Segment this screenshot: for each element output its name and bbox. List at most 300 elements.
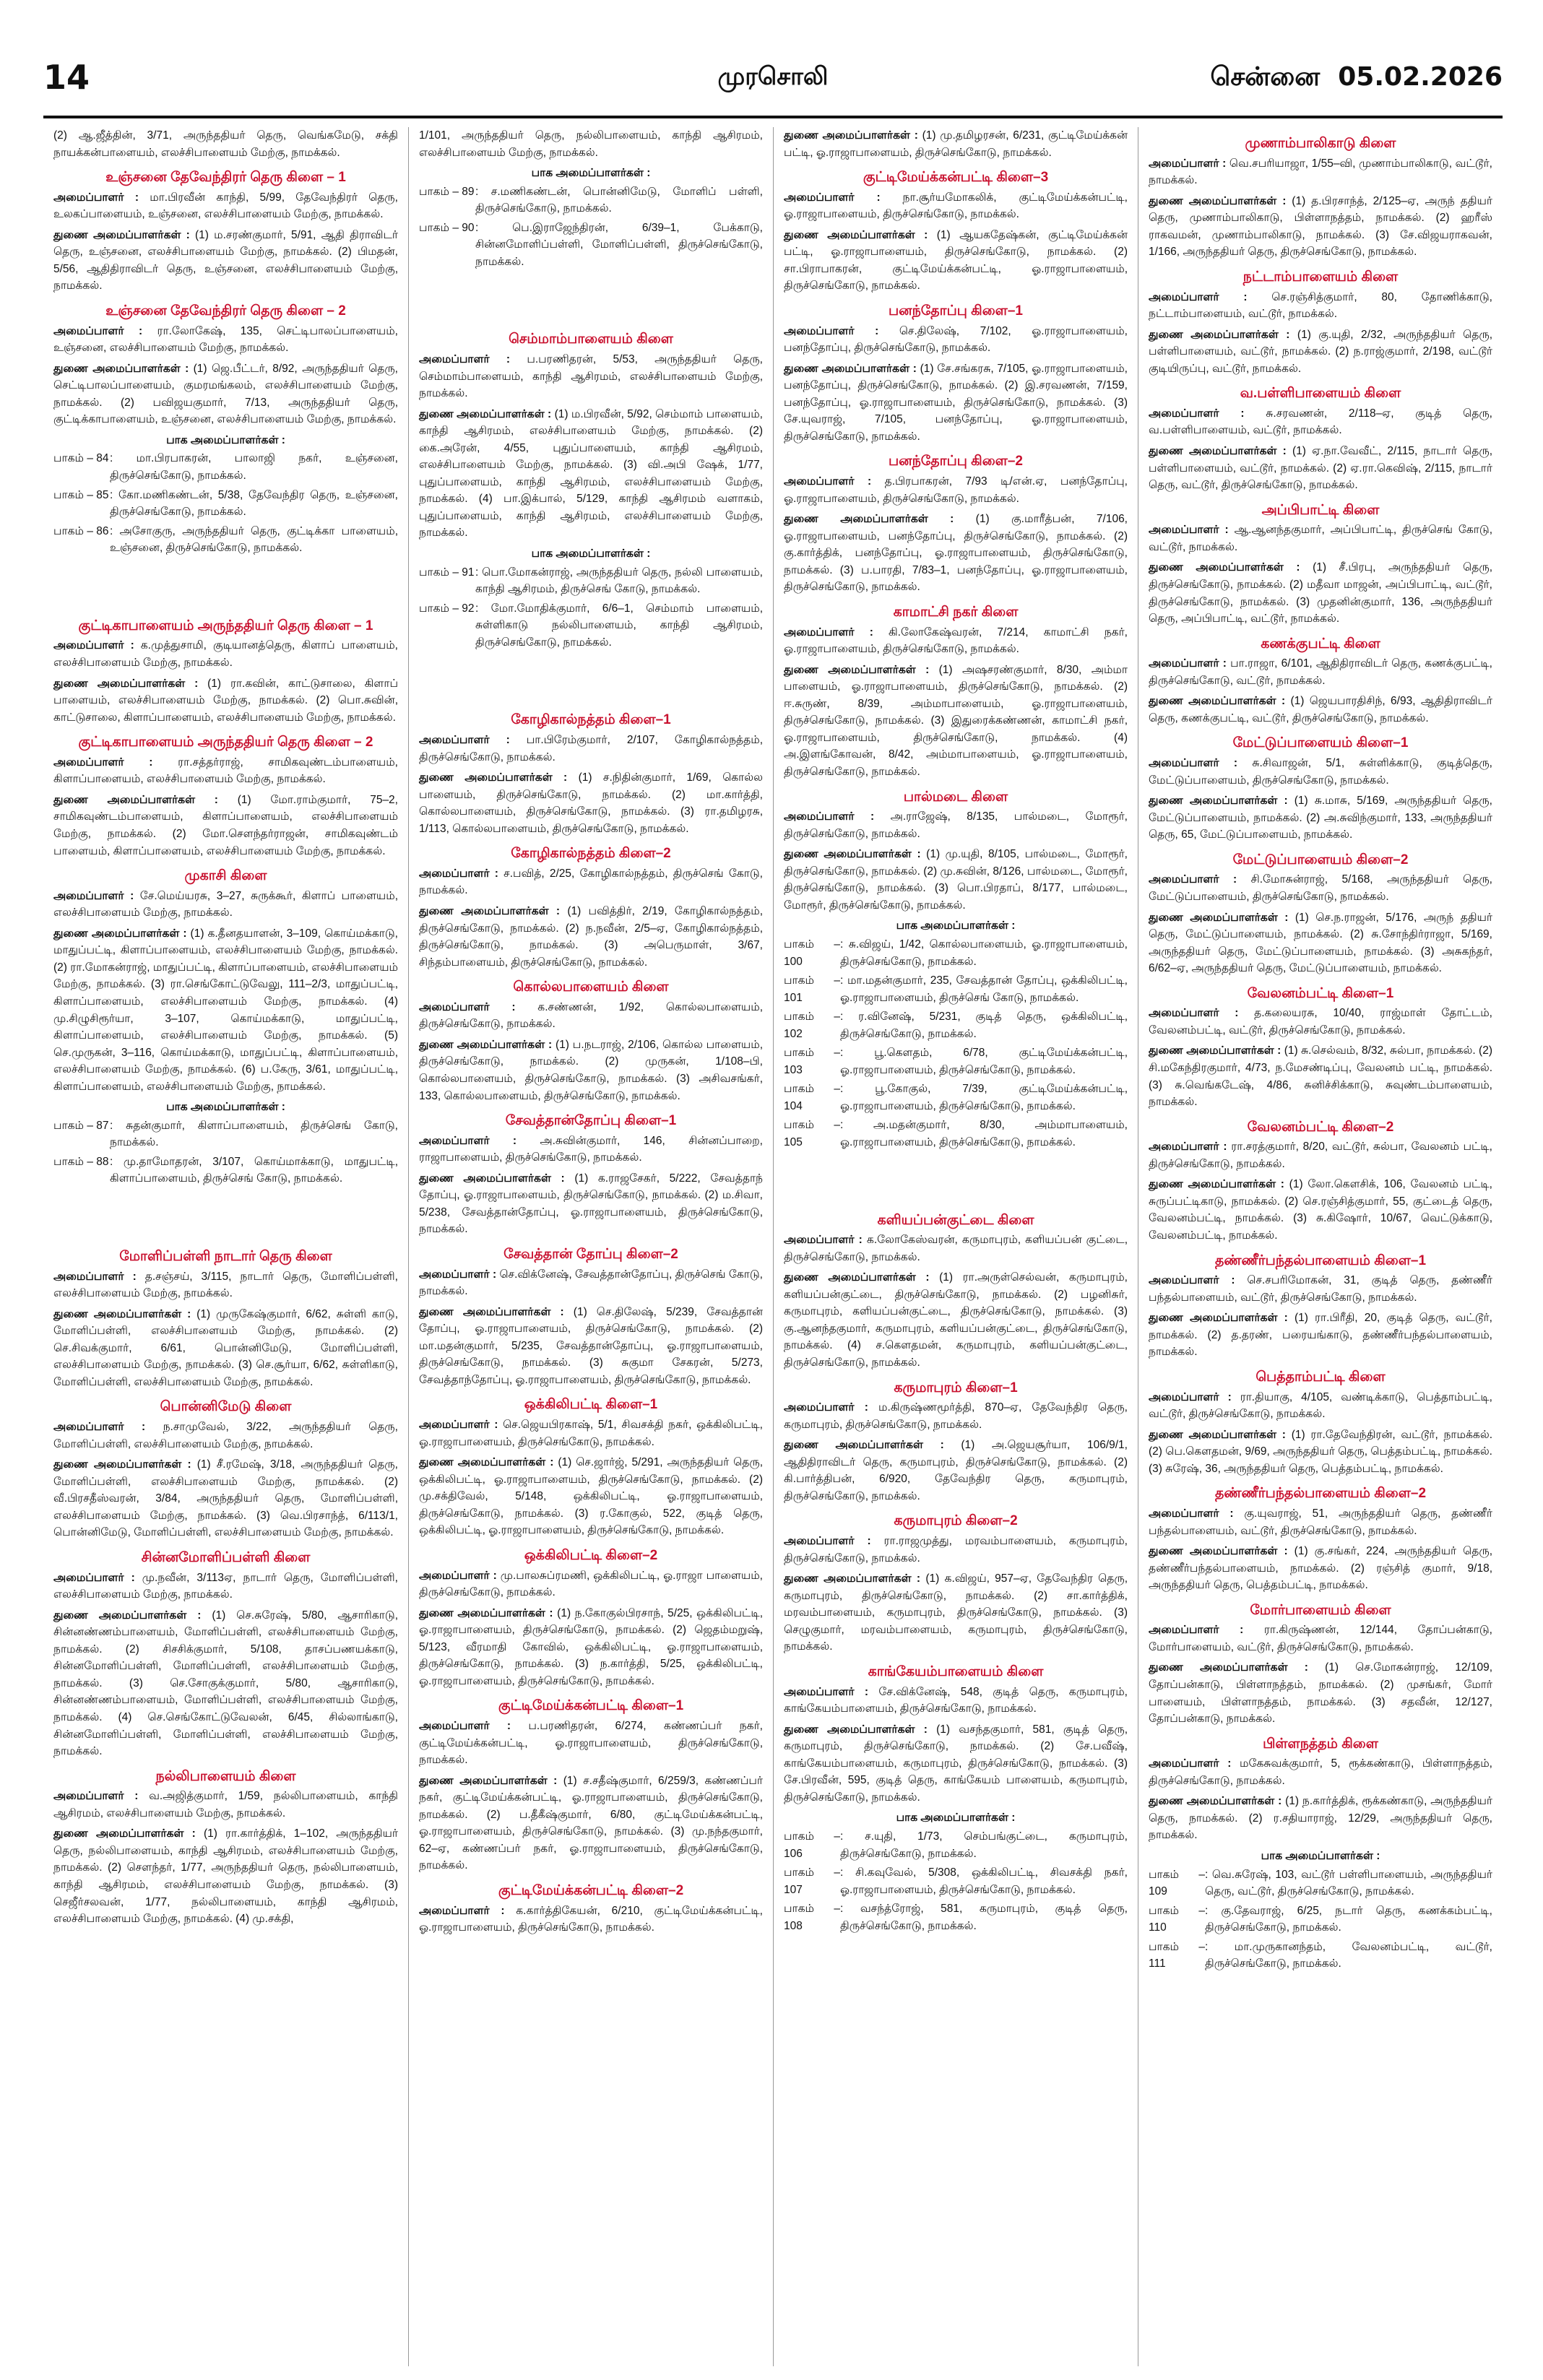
- deputy-entry: [784, 1437, 1128, 1505]
- part-organizer: : மா.முருகானந்தம், வேலனம்பட்டி, வட்டூர், திருச்செங்கோடு, நாமக்கல்.: [1205, 1940, 1492, 1970]
- deputy-entry: [419, 1454, 763, 1539]
- part-row: [784, 1008, 1128, 1042]
- deputy-entry: [1149, 443, 1492, 494]
- secretary-entry: [53, 888, 398, 922]
- part-row: [53, 487, 398, 521]
- secretary-label: அமைப்பாளர் :: [53, 639, 141, 652]
- entry-text: ஆ.ஆனந்தகுமார், அப்பிபாட்டி, திருச்செங் கோடு, வட்டூர், நாமக்கல்.: [1149, 524, 1492, 553]
- part-number: பாகம் – 100: [784, 938, 840, 968]
- secretary-entry: [1149, 1138, 1492, 1172]
- part-number: பாகம் – 92: [419, 602, 475, 615]
- entry-text: க.முத்துசாமி, குடியானத்தெரு, கிளாப் பாளையம், எலச்சிபாளையம் மேற்கு, நாமக்கல்.: [53, 639, 398, 669]
- secretary-entry: [1149, 1755, 1492, 1789]
- part-organizer: : சுதன்குமார், கிளாப்பாளையம், திருச்செங் கோடு, நாமக்கல்.: [110, 1119, 398, 1149]
- part-row: [1149, 1866, 1492, 1900]
- part-row: [419, 600, 763, 652]
- branch-heading: கருமாபுரம் கிளை–2: [894, 1513, 1018, 1529]
- masthead: [43, 0, 1503, 108]
- entry-text: (1) மு.தமிழரசன், 6/231, குட்டிமேய்க்கன் பட்டி, ஓ.ராஜாபாளையம், திருச்செங்கோடு, நாமக்கல்.: [784, 129, 1128, 159]
- deputy-entry: [53, 675, 398, 727]
- entry-text: (1) செ.மோகன்ராஜ், 12/109, தோப்பன்காடு, பிள்ளாநத்தம், நாமக்கல். (2) முசங்கர், மோர் பாளையம், பிள்ளாநத்தம், நாமக்கல். (3) சதவீன், 12/127, தோப்பன்காடு, நாமக்கல்.: [1149, 1661, 1492, 1726]
- branch-heading: குட்டிகாபாளையம் அருந்ததியர் தெரு கிளை – 2: [78, 735, 373, 750]
- deputy-label: துணை அமைப்பாளர்கள் :: [784, 1439, 961, 1452]
- spacer: [419, 272, 763, 323]
- branch-heading: அப்பிபாட்டி கிளை: [1261, 502, 1380, 518]
- part-organizer: : அசோகுரு, அருந்ததியர் தெரு, குட்டிக்கா பாளையம், உஞ்சனை, திருச்செங்கோடு, நாமக்கல்.: [110, 524, 398, 555]
- deputy-entry: [784, 1721, 1128, 1806]
- header-rule: [43, 116, 1503, 118]
- entry-text: (1) ரா.பிரீதி, 20, குடித் தெரு, வட்டூர், நாமக்கல். (2) த.தரண், பரையங்காடு, தண்ணீர்பந்தல்பாளையம், நாமக்கல்.: [1149, 1312, 1492, 1359]
- deputy-label: துணை அமைப்பாளர்கள் :: [53, 1307, 197, 1320]
- secretary-entry: [1149, 1272, 1492, 1306]
- city: சென்னை: [1210, 62, 1321, 92]
- secretary-entry: [784, 808, 1128, 842]
- secretary-entry: [784, 189, 1128, 223]
- entry-text: சே.மெய்யரசு, 3–27, சுருக்கூர், கிளாப் பாளையம், எலச்சிபாளையம் மேற்கு, நாமக்கல்.: [53, 889, 398, 919]
- part-number: பாகம் – 107: [784, 1866, 840, 1896]
- secretary-label: அமைப்பாளர் :: [419, 1134, 540, 1147]
- entry-text: (1) மு.யுதி, 8/105, பால்மடை, மோரூர், திருச்செங்கோடு, நாமக்கல். (2) மு.சுவின், 8/126, பால்மடை, மோரூர், திருச்செங்கோடு, நாமக்கல். (3) பொ.பிரதாப், 8/177, பால்மடை, மோரூர், திருச்செங்கோடு, நாமக்கல்.: [784, 848, 1128, 912]
- branch-heading: சின்னமோளிப்பள்ளி கிளை: [141, 1549, 311, 1565]
- deputy-label: துணை அமைப்பாளர்கள் :: [784, 362, 920, 375]
- deputy-label: துணை அமைப்பாளர்கள் :: [1149, 795, 1295, 808]
- entry-text: க.கார்த்திகேயன், 6/210, குட்டிமேய்க்கன்பட்டி, ஓ.ராஜாபாளையம், திருச்செங்கோடு, நாமக்கல்.: [419, 1904, 763, 1934]
- secretary-entry: [784, 473, 1128, 507]
- entry-text: (1) பவித்திர், 2/19, கோழிகால்நத்தம், திருச்செங்கோடு, நாமக்கல். (2) ந.நவீன், 2/5–ஏ, கோழிகால்நத்தம், திருச்செங்கோடு, நாமக்கல். (3) அபெருமாள், 3/67, சிந்தம்பாளையம், திருச்செங்கோடு, நாமக்கல்.: [419, 904, 763, 969]
- branch-heading: உஞ்சனை தேவேந்திரர் தெரு கிளை – 2: [105, 303, 346, 319]
- branch-heading: குட்டிமேய்க்கன்பட்டி கிளை–1: [498, 1698, 684, 1714]
- entry-text: (1) செ.ஜார்ஜ், 5/291, அருந்ததியர் தெரு, ஒக்கிலிபட்டி, ஓ.ராஜாபாளையம், திருச்செங்கோடு, நாமக்கல். (2) மு.சக்திவேல், 5/148, ஒக்கிலிபட்டி, ஓ.ராஜாபாளையம், திருச்செங்கோடு, நாமக்கல். (3) ர.கோகுல், 522, குடித் தெரு, ஒக்கிலிபட்டி, ஓ.ராஜாபாளையம், திருச்செங்கோடு, நாமக்கல்.: [419, 1456, 764, 1537]
- entry-text: (1) ஜெயபாரதிசிந், 6/93, ஆதிதிராவிடர் தெரு, கணக்குபட்டி, வட்டூர், திருச்செங்கோடு, நாமக்கல்.: [1149, 695, 1492, 724]
- entry-text: ந.சாமுவேல், 3/22, அருந்ததியர் தெரு, மோளிப்பள்ளி, எலச்சிபாளையம் மேற்கு, நாமக்கல்.: [53, 1421, 398, 1450]
- branch-heading: செம்மாம்பாளையம் கிளை: [509, 332, 673, 347]
- entry-text: த.கலையரசு, 10/40, ராஜ்மாள் தோட்டம், வேலனம்பட்டி, வட்டூர், திருச்செங்கோடு, நாமக்கல்.: [1149, 1007, 1492, 1037]
- secretary-entry: [1149, 871, 1492, 905]
- secretary-label: அமைப்பாளர் :: [53, 756, 178, 769]
- deputy-label: துணை அமைப்பாளர்கள் :: [1149, 695, 1291, 708]
- secretary-entry: [53, 1788, 398, 1822]
- secretary-label: அமைப்பாளர் :: [784, 191, 903, 204]
- deputy-entry: [1149, 1427, 1492, 1478]
- entry-text: க.லோகேஸ்வரன், கருமாபுரம், களியப்பன் குட்டை, திருச்செங்கோடு, நாமக்கல்.: [784, 1234, 1128, 1263]
- part-row: [419, 564, 763, 598]
- entry-text: சி.மோசுன்ராஜ், 5/168, அருந்ததியர் தெரு, மேட்டுப்பாளையம், திருச்செங்கோடு, நாமக்கல்.: [1149, 873, 1492, 903]
- columns-area: [43, 127, 1503, 2366]
- secretary-label: அமைப்பாளர் :: [784, 324, 899, 337]
- entry-text: வ.அஜித்குமார், 1/59, நல்லிபாளையம், காந்தி ஆசிரமம், எலச்சிபாளையம் மேற்கு, நாமக்கல்.: [53, 1790, 398, 1819]
- secretary-label: அமைப்பாளர் :: [1149, 290, 1272, 303]
- secretary-label: அமைப்பாளர் :: [1149, 1274, 1248, 1287]
- deputy-label: துணை அமைப்பாளர்கள் :: [784, 1723, 937, 1736]
- deputy-label: துணை அமைப்பாளர்கள் :: [53, 793, 238, 806]
- entry-text: ம.கிருஷ்ணமூர்த்தி, 870–ஏ, தேவேந்திர தெரு, கருமாபுரம், திருச்செங்கோடு, நாமக்கல்.: [784, 1401, 1128, 1431]
- date: 05.02.2026: [1338, 62, 1503, 92]
- branch-heading: ஒக்கிலிபட்டி கிளை–2: [524, 1547, 658, 1563]
- entry-text: அ.ராஜேஷ், 8/135, பால்மடை, மோரூர், திருச்செங்கோடு, நாமக்கல்.: [784, 810, 1128, 840]
- part-number: பாகம் – 88: [53, 1155, 109, 1168]
- entry-text: (1) ம.சரண்குமார், 5/91, ஆதி திராவிடர் தெரு, உஞ்சனை, எலச்சிபாளையம் மேற்கு, நாமக்கல். (2) பிமதன், 5/56, ஆதிதிராவிடர் தெரு, உஞ்சனை, எலச்சிபாளையம் மேற்கு, நாமக்கல்.: [53, 228, 398, 293]
- deputy-label: துணை அமைப்பாளர்கள் :: [419, 1774, 563, 1787]
- entry-text: (1) ரா.அருள்செல்வன், கருமாபுரம், களியப்பன்குட்டை, திருச்செங்கோடு, நாமக்கல். (2) பழனிசுர், கருமாபுரம், களியப்பன்குட்டை, திருச்செங்கோடு, நாமக்கல். (3) கு.ஆனந்தகுமார், கருமாபுரம், களியப்பன்குட்டை, திருச்செங்கோடு, நாமக்கல். (4) ச.கௌதமன், கருமாபுரம், களியப்பன்குட்டை, திருச்செங்கோடு, நாமக்கல்.: [784, 1271, 1128, 1369]
- branch-heading: மேட்டுப்பாளையம் கிளை–1: [1232, 735, 1409, 751]
- entry-text: சு.சரவணன், 2/118–ஏ, குடித் தெரு, வ.பள்ளிபாளையம், வட்டூர், நாமக்கல்.: [1149, 407, 1492, 437]
- secretary-label: அமைப்பாளர் :: [419, 1904, 517, 1917]
- part-row: [419, 220, 763, 271]
- secretary-entry: [419, 1718, 763, 1769]
- entry-text: (1) முருகேஷ்குமார், 6/62, சுள்ளி காடு, மோளிப்பள்ளி, எலச்சிபாளையம் மேற்கு, நாமக்கல். (2) செ.சிவக்குமார், 6/61, பொன்னிமேடு, மோளிப்பள்ளி, எலச்சிபாளையம் மேற்கு, நாமக்கல். (3) செ.சூர்யா, 6/62, சுள்ளிகாடு, மோளிப்பள்ளி, எலச்சிபாளையம் மேற்கு, நாமக்கல்.: [53, 1307, 399, 1388]
- secretary-label: அமைப்பாளர் :: [1149, 1007, 1255, 1020]
- deputy-entry: [53, 1456, 398, 1541]
- deputy-entry: [53, 792, 398, 860]
- entry-text: ச.பவித், 2/25, கோழிகால்நத்தம், திருச்செங் கோடு, நாமக்கல்.: [419, 867, 763, 897]
- deputy-entry: [419, 1605, 763, 1690]
- secretary-label: அமைப்பாளர் :: [53, 889, 140, 902]
- secretary-entry: [1149, 655, 1492, 689]
- entry-text: செ.ரஞ்சித்குமார், 80, தோணிக்காடு, நட்டாம்பாளையம், வட்டூர், நாமக்கல்.: [1149, 290, 1492, 321]
- secretary-label: அமைப்பாளர் :: [53, 324, 157, 337]
- part-number: பாகம் – 102: [784, 1011, 840, 1040]
- part-number: பாகம் – 108: [784, 1903, 840, 1932]
- entry-text: சே.விக்னேஷ், 548, குடித் தெரு, கருமாபுரம், காங்கேயம்பாளையம், திருச்செங்கோடு, நாமக்கல்.: [784, 1685, 1128, 1715]
- secretary-label: அமைப்பாளர் :: [784, 810, 891, 823]
- branch-heading: காமாட்சி நகர் கிளை: [893, 604, 1019, 620]
- spacer: [53, 559, 398, 610]
- secretary-label: அமைப்பாளர் :: [1149, 1624, 1264, 1637]
- secretary-entry: [419, 865, 763, 899]
- part-row: [1149, 1903, 1492, 1937]
- deputy-entry: [1149, 326, 1492, 378]
- part-row: [53, 1154, 398, 1187]
- entry-text: (1) கு.யுதி, 2/32, அருந்ததியர் தெரு, பள்ளிபாளையம், வட்டூர், நாமக்கல். (2) ந.ராஜ்குமார், 2/198, வட்டூர் குடியிருப்பு, வட்டூர், நாமக்கல்.: [1149, 328, 1493, 375]
- entry-text: (1) ஜெ.பீட்டர், 8/92, அருந்ததியர் தெரு, செட்டிபாலப்பாளையம், குமரமங்கலம், எலச்சிபாளையம் மேற்கு, நாமக்கல். (2) பவிஜயகுமார், 7/13, அருந்ததியர் தெரு, குட்டிக்காபாளையம், உஞ்சனை, எலச்சிபாளையம் மேற்கு, நாமக்கல்.: [53, 362, 398, 426]
- deputy-label: துணை அமைப்பாளர்கள் :: [1149, 1661, 1326, 1674]
- entry-text: க.சண்ணன், 1/92, கொல்லபாளையம், திருச்செங்கோடு, நாமக்கல்.: [419, 1000, 763, 1031]
- branch-heading: நல்லிபாளையம் கிளை: [155, 1768, 296, 1784]
- deputy-entry: [784, 846, 1128, 914]
- column-3: [773, 127, 1138, 2366]
- secretary-entry: [784, 1684, 1128, 1718]
- entry-text: அ.சுவின்குமார், 146, சின்னப்பாறை, ராஜாபாளையம், திருச்செங்கோடு, நாமக்கல்.: [419, 1134, 763, 1164]
- entry-text: (1) ம.பிரவீன், 5/92, செம்மாம் பாளையம், காந்தி ஆசிரமம், எலச்சிபாளையம் மேற்கு, நாமக்கல். (2) கை.அரேன், 4/55, புதுப்பாளையம், காந்தி ஆசிரமம், எலச்சிபாளையம் மேற்கு, நாமக்கல். (3) வி.அபி ஷேக், 1/77, புதுப்பாளையம், காந்தி ஆசிரமம், எலச்சிபாளையம் மேற்கு, நாமக்கல். (4) பா.இக்பால், 5/129, காந்தி ஆசிரமம் வளாகம், புதுப்பாளையம், காந்தி ஆசிரமம், எலச்சிபாளையம் மேற்கு, நாமக்கல்.: [419, 407, 763, 540]
- deputy-entry: [784, 1269, 1128, 1371]
- branch-heading: கணக்குபட்டி கிளை: [1261, 636, 1380, 652]
- branch-heading: பனந்தோப்பு கிளை–2: [889, 454, 1023, 469]
- secretary-entry: [419, 1416, 763, 1450]
- branch-heading: மேட்டுப்பாளையம் கிளை–2: [1232, 852, 1409, 867]
- part-organizers-heading: பாக அமைப்பாளர்கள் :: [1261, 1849, 1380, 1862]
- deputy-entry: [53, 1306, 398, 1391]
- secretary-label: அமைப்பாளர் :: [784, 1401, 879, 1414]
- entry-text: ப.பரணிதரன், 6/274, கண்ணப்பர் நகர், குட்டிமேய்க்கன்பட்டி, ஓ.ராஜாபாளையம், திருச்செங்கோடு, நாமக்கல்.: [419, 1720, 763, 1767]
- entry-text: (1) ச.நிதின்குமார், 1/69, கொல்ல பாளையம், திருச்செங்கோடு, நாமக்கல். (2) மா.கார்த்தி, கொல்லபாளையம், திருச்செங்கோடு, நாமக்கல். (3) ரா.தமிழரசு, 1/113, கொல்லபாளையம், திருச்செங்கோடு, நாமக்கல்.: [419, 771, 764, 835]
- entry-text: (1) சு.மாசு, 5/169, அருந்ததியர் தெரு, மேட்டுப்பாளையம், நாமக்கல். (2) அ.சுவிந்குமார், 133, அருந்ததியர் தெரு, 65, மேட்டுப்பாளையம், நாமக்கல்.: [1149, 795, 1492, 841]
- entry-text: மா.பிரவீன் காந்தி, 5/99, தேவேந்திரர் தெரு, உலகப்பாளையம், உஞ்சனை, எலச்சிபாளையம் மேற்கு, நாமக்கல்.: [53, 191, 398, 221]
- part-number: பாகம் – 87: [53, 1119, 109, 1132]
- deputy-entry: [53, 925, 398, 1095]
- part-row: [53, 1117, 398, 1151]
- entry-text: ரா.சரத்குமார், 8/20, வட்டூர், சுல்பா, வேலனம் பட்டி, திருச்செங்கோடு, நாமக்கல்.: [1149, 1141, 1492, 1170]
- secretary-label: அமைப்பாளர் :: [53, 1421, 163, 1434]
- entry-text: ரா.லோகேஷ், 135, செட்டிபாலப்பாளையம், உஞ்சனை, எலச்சிபாளையம் மேற்கு, நாமக்கல்.: [53, 324, 398, 355]
- secretary-label: அமைப்பாளர் :: [1149, 157, 1229, 170]
- secretary-label: அமைப்பாளர் :: [419, 1268, 500, 1281]
- entry-text: (1) ந.கார்த்திக், ரூக்கண்காடு, அருந்ததியர் தெரு, நாமக்கல். (2) ர.சதியாராஜ், 12/29, அருந்ததியர் தெரு, நாமக்கல்.: [1149, 1795, 1493, 1842]
- deputy-label: துணை அமைப்பாளர்கள் :: [419, 1038, 556, 1051]
- branch-heading: களியப்பன்குட்டை கிளை: [877, 1212, 1034, 1228]
- part-row: [784, 1117, 1128, 1151]
- entry-text: (1) க.ராஜசேகர், 5/222, சேவத்தாந் தோப்பு, ஓ.ராஜாபாளையம், திருச்செங்கோடு, நாமக்கல். (2) ம.சிவா, 5/238, சேவத்தான்தோப்பு, ஓ.ராஜாபாளையம், திருச்செங்கோடு, நாமக்கல்.: [419, 1172, 763, 1236]
- spacer: [419, 653, 763, 704]
- secretary-entry: [1149, 1505, 1492, 1539]
- secretary-entry: [419, 1567, 763, 1601]
- entry-text: (1) சே.சங்கரசு, 7/105, ஓ.ராஜாபாளையம், பனந்தோப்பு, திருச்செங்கோடு, நாமக்கல். (2) இ.சரவணன், 7/159, பனந்தோப்பு, ஓ.ராஜாபாளையம், திருச்செங்கோடு, நாமக்கல். (3) சே.யுவராஜ், 7/105, பனந்தோப்பு, ஓ.ராஜாபாளையம், திருச்செங்கோடு, நாமக்கல்.: [784, 362, 1128, 443]
- entry-text: (1) ஆயகதேஷ்கன், குட்டிமேய்க்கன் பட்டி, ஓ.ராஜாபாளையம், திருச்செங்கோடு, நாமக்கல். (2) சா.பிராபாகரன், குட்டிமேய்க்கன்பட்டி, ஓ.ராஜாபாளையம், திருச்செங்கோடு, நாமக்கல்.: [784, 228, 1128, 293]
- part-number: பாகம் – 85: [53, 488, 109, 501]
- part-row: [784, 1081, 1128, 1115]
- deputy-entry: [784, 662, 1128, 781]
- deputy-entry: [1149, 1543, 1492, 1594]
- entry-text: ப.பரணிதரன், 5/53, அருந்ததியர் தெரு, செம்மாம்பாளையம், காந்தி ஆசிரமம், எலச்சிபாளையம் மேற்கு, நாமக்கல்.: [419, 353, 763, 400]
- deputy-label: துணை அமைப்பாளர்கள் :: [419, 1305, 574, 1318]
- deputy-entry: [419, 406, 763, 542]
- entry-text: மகேசுவக்குமார், 5, ரூக்கண்காடு, பிள்ளாநத்தம், திருச்செங்கோடு, நாமக்கல்.: [1149, 1757, 1492, 1787]
- deputy-label: துணை அமைப்பாளர்கள் :: [53, 1458, 197, 1471]
- deputy-label: துணை அமைப்பாளர்கள் :: [1149, 911, 1295, 924]
- entry-text: பா.ராஜா, 6/101, ஆதிதிராவிடர் தெரு, கணக்குபட்டி, திருச்செங்கோடு, வட்டூர், நாமக்கல்.: [1149, 657, 1492, 687]
- secretary-label: அமைப்பாளர் :: [419, 1000, 538, 1013]
- deputy-entry: [419, 769, 763, 837]
- secretary-entry: [1149, 1622, 1492, 1656]
- deputy-entry: [53, 227, 398, 295]
- secretary-label: அமைப்பாளர் :: [1149, 1507, 1245, 1520]
- part-organizer: : ச.மணிகண்டன், பொன்னிமேடு, மோளிப் பள்ளி, திருச்செங்கோடு, நாமக்கல்.: [475, 185, 763, 215]
- deputy-entry: [784, 360, 1128, 446]
- part-organizers-heading: பாக அமைப்பாளர்கள் :: [896, 919, 1016, 932]
- city-date: [1210, 62, 1503, 95]
- entry-text: செ.விக்னேஷ், சேவத்தான்தோப்பு, திருச்செங் கோடு, நாமக்கல்.: [419, 1268, 763, 1298]
- entry-text: (1) சு.செல்வம், 8/32, சுல்பா, நாமக்கல். (2) சி.மகேந்திரகுமார், 4/73, ந.மேசண்டிப்பு, வேலனம் பட்டி, நாமக்கல். (3) சு.வெங்கடேஷ், 4/86, சுனிச்சிக்காடு, சுவுண்டம்பாளையம், நாமக்கல்.: [1149, 1044, 1493, 1109]
- part-organizer: : ச.யுதி, 1/73, செம்பங்குட்டை, கருமாபுரம், திருச்செங்கோடு, நாமக்கல்.: [840, 1830, 1128, 1860]
- secretary-label: அமைப்பாளர் :: [1149, 1757, 1240, 1770]
- secretary-entry: [784, 624, 1128, 658]
- entry-text: நா.சூர்யமோகலிக், குட்டிமேய்க்கன்பட்டி, ஓ.ராஜாபாளையம், திருச்செங்கோடு, நாமக்கல்.: [784, 191, 1128, 221]
- entry-text: ரா.ராஜமுத்து, மரவம்பாளையம், கருமாபுரம், திருச்செங்கோடு, நாமக்கல்.: [784, 1535, 1128, 1565]
- branch-heading: முகாசி கிளை: [184, 868, 267, 884]
- branch-heading: சேவத்தான்தோப்பு கிளை–1: [505, 1113, 677, 1129]
- deputy-label: துணை அமைப்பாளர்கள் :: [784, 663, 939, 676]
- secretary-entry: [784, 1232, 1128, 1265]
- part-organizer: : வெ.சுரேஷ், 103, வட்டூர் பள்ளிபாளையம், அருந்ததியர் தெரு, வட்டூர், திருச்செங்கோடு, நாமக்கல்.: [1205, 1868, 1492, 1898]
- secretary-label: அமைப்பாளர் :: [419, 353, 527, 366]
- secretary-entry: [419, 1903, 763, 1937]
- deputy-label: துணை அமைப்பாளர்கள் :: [1149, 1044, 1284, 1057]
- secretary-entry: [1149, 289, 1492, 323]
- page-number: 14: [43, 58, 90, 97]
- deputy-entry: [1149, 1042, 1492, 1110]
- entry-text: கி.லோகேஷ்வரன், 7/214, காமாட்சி நகர், ஓ.ராஜாபாளையம், திருச்செங்கோடு, நாமக்கல்.: [784, 626, 1128, 656]
- part-number: பாகம் – 104: [784, 1083, 840, 1112]
- part-number: பாகம் – 103: [784, 1047, 840, 1076]
- secretary-entry: [419, 1266, 763, 1300]
- secretary-label: அமைப்பாளர் :: [1149, 757, 1253, 770]
- secretary-label: அமைப்பாளர் :: [784, 1685, 879, 1698]
- branch-heading: மோளிப்பள்ளி நாடார் தெரு கிளை: [119, 1249, 332, 1264]
- entry-text: (1) செ.ந.ராஜன், 5/176, அருந் ததியர் தெரு, மேட்டுப்பாளையம், நாமக்கல். (2) சு.சோந்திர்ராஜா, 5/169, அருந்ததியர் தெரு, மேட்டுப்பாளையம், நாமக்கல். (3) அசுகந்தர், 6/62–ஏ, அருந்ததியர் தெரு, மேட்டுப்பாளையம், நாமக்கல்.: [1149, 911, 1492, 975]
- secretary-entry: [1149, 522, 1492, 555]
- part-row: [53, 523, 398, 557]
- branch-heading: உஞ்சனை தேவேந்திரர் தெரு கிளை – 1: [105, 170, 346, 186]
- continued-text: 1/101, அருந்ததியர் தெரு, நல்லிபாளையம், காந்தி ஆசிரமம், எலச்சிபாளையம் மேற்கு, நாமக்கல்.: [419, 129, 763, 159]
- secretary-entry: [784, 1399, 1128, 1433]
- secretary-entry: [53, 1419, 398, 1453]
- part-organizer: : பெ.இராஜேந்திரன், 6/39–1, பேக்காடு, சின்னமோளிப்பள்ளி, மோளிப்பள்ளி, திருச்செங்கோடு, நாமக்கல்.: [475, 221, 763, 268]
- entry-text: ரா.கிருஷ்ணன், 12/144, தோப்பன்காடு, மோர்பாளையம், வட்டூர், திருச்செங்கோடு, நாமக்கல்.: [1149, 1624, 1492, 1653]
- part-organizers-heading: பாக அமைப்பாளர்கள் :: [531, 548, 651, 561]
- secretary-label: அமைப்பாளர் :: [1149, 524, 1235, 537]
- deputy-label: துணை அமைப்பாளர்கள் :: [419, 1172, 575, 1185]
- entry-text: (1) ந.கோகுல்பிரசாந், 5/25, ஒக்கிலிபட்டி, ஓ.ராஜாபாளையம், திருச்செங்கோடு, நாமக்கல். (2) ஜெதம்மறுஷ், 5/123, வீரமாதி கோவில், ஒக்கிலிபட்டி, ஓ.ராஜாபாளையம், திருச்செங்கோடு, நாமக்கல். (3) ந.கார்த்தி, 5/25, ஒக்கிலிபட்டி, ஓ.ராஜாபாளையம், திருச்செங்கோடு, நாமக்கல்.: [419, 1606, 764, 1687]
- secretary-label: அமைப்பாளர் :: [53, 1571, 142, 1584]
- deputy-label: துணை அமைப்பாளர்கள் :: [53, 1827, 204, 1840]
- part-organizer: : மா.மதன்குமார், 235, சேவத்தான் தோப்பு, ஒக்கிலிபட்டி, ஓ.ராஜாபாளையம், திருச்செங் கோடு, நாமக்கல்.: [840, 974, 1128, 1004]
- branch-heading: முணாம்பாலிகாடு கிளை: [1245, 136, 1396, 151]
- entry-text: (1) மோ.ராம்குமார், 75–2, சாமிகவுண்டம்பாளையம், கிளாப்பாளையம், எலச்சிபாளையம் மேற்கு, நாமக்கல். (2) மோ.சௌந்தர்ராஜன், சாமிகவுண்டம் பாளையம், கிளாப்பாளையம், எலச்சிபாளையம் மேற்கு, நாமக்கல்.: [53, 793, 398, 857]
- branch-heading: சேவத்தான் தோப்பு கிளை–2: [503, 1247, 678, 1262]
- entry-text: செ.சபரிமோகன், 31, குடித் தெரு, தண்ணீர் பந்தல்பாளையம், வட்டூர், திருச்செங்கோடு, நாமக்கல்.: [1149, 1274, 1492, 1304]
- deputy-entry: [1149, 559, 1492, 627]
- deputy-entry: [1149, 1793, 1492, 1844]
- part-organizers-heading: பாக அமைப்பாளர்கள் :: [166, 433, 285, 446]
- part-organizers-heading: பாக அமைப்பாளர்கள் :: [166, 1101, 285, 1114]
- deputy-label: துணை அமைப்பாளர்கள் :: [1149, 1428, 1292, 1441]
- deputy-label: துணை அமைப்பாளர்கள் :: [784, 848, 927, 861]
- deputy-entry: [419, 1304, 763, 1389]
- branch-heading: நட்டாம்பாளையம் கிளை: [1242, 269, 1399, 285]
- deputy-label: துணை அமைப்பாளர்கள் :: [1149, 1312, 1295, 1325]
- deputy-entry: [1149, 693, 1492, 727]
- deputy-entry: [419, 1170, 763, 1238]
- part-row: [784, 1044, 1128, 1078]
- part-row: [53, 450, 398, 484]
- entry-text: (1) சீ.பிரபு, அருந்ததியர் தெரு, திருச்செங்கோடு, நாமக்கல். (2) மதீவா மாஜன், அப்பிபாட்டி, வட்டூர், திருச்செங்கோடு, நாமக்கல். (3) முதனின்குமார், 136, அருந்ததியர் தெரு, அப்பிபாட்டி, வட்டூர், நாமக்கல்.: [1149, 561, 1492, 626]
- entry-text: (1) ரா.கவின், காட்டுசாலை, கிளாப் பாளையம், எலச்சிபாளையம் மேற்கு, நாமக்கல். (2) பொ.சுவின், காட்டுசாலை, கிளாப்பாளையம், எலச்சிபாளையம் மேற்கு, நாமக்கல்.: [53, 677, 398, 724]
- deputy-entry: [784, 127, 1128, 161]
- deputy-label: துணை அமைப்பாளர்கள் :: [419, 1456, 558, 1469]
- entry-text: ரா.தியாகு, 4/105, வண்டிக்காடு, பெத்தாம்பட்டி, வட்டூர், திருச்செங்கோடு, நாமக்கல்.: [1149, 1390, 1492, 1421]
- branch-heading: கருமாபுரம் கிளை–1: [894, 1380, 1018, 1395]
- entry-text: (1) சீ.ரமேஷ், 3/18, அருந்ததியர் தெரு, மோளிப்பள்ளி, எலச்சிபாளையம் மேற்கு, நாமக்கல். (2) வீ.பிரசதீஸ்வரன், 3/84, அருந்ததியர் தெரு, மோளிப்பள்ளி, எலச்சிபாளையம் மேற்கு, நாமக்கல். (3) வெ.பிரசாந்த், 6/113/1, பொன்னிமேடு, மோளிப்பள்ளி, எலச்சிபாளையம் மேற்கு, நாமக்கல்.: [53, 1458, 398, 1539]
- part-organizer: : பூ.கோகுல், 7/39, குட்டிமேய்க்கன்பட்டி, ஓ.ராஜாபாளையம், திருச்செங்கோடு, நாமக்கல்.: [840, 1083, 1128, 1112]
- continued-text: (2) ஆ.ஜீத்தின், 3/71, அருந்ததியர் தெரு, வெங்கமேடு, சக்தி நாயக்கன்பாளையம், எலச்சிபாளையம் மேற்கு, நாமக்கல்.: [53, 129, 398, 159]
- part-row: [1149, 1939, 1492, 1973]
- entry-text: மு.பாலசுப்ரமணி, ஒக்கிலிபட்டி, ஓ.ராஜா பாளையம், திருச்செங்கோடு, நாமக்கல்.: [419, 1569, 763, 1599]
- part-organizer: : அ.மதன்குமார், 8/30, அம்மாபாளையம், ஓ.ராஜாபாளையம், திருச்செங்கோடு, நாமக்கல்.: [840, 1119, 1128, 1148]
- secretary-label: அமைப்பாளர் :: [53, 1270, 145, 1283]
- secretary-label: அமைப்பாளர் :: [419, 1419, 503, 1432]
- secretary-label: அமைப்பாளர் :: [1149, 1390, 1240, 1403]
- deputy-label: துணை அமைப்பாளர்கள் :: [784, 129, 922, 142]
- part-organizer: : கோ.மணிகண்டன், 5/38, தேவேந்திர தெரு, உஞ்சனை, திருச்செங்கோடு, நாமக்கல்.: [110, 488, 398, 519]
- deputy-entry: [1149, 1310, 1492, 1361]
- entry-text: (1) செ.திலேஷ், 5/239, சேவத்தான் தோப்பு, ஓ.ராஜாபாளையம், திருச்செங்கோடு, நாமக்கல். (2) மா.மதன்குமார், 5/235, சேவத்தான்தோப்பு, ஓ.ராஜாபாளையம், திருச்செங்கோடு, நாமக்கல். (3) சுகுமா சேகரன், 5/273, சேவத்தாந்தோப்பு, ஓ.ராஜாபாளையம், திருச்செங்கோடு, நாமக்கல்.: [419, 1305, 763, 1386]
- entry-text: த.பிரபாகரன், 7/93 டி/என்.ஏ, பனந்தோப்பு, ஓ.ராஜாபாளையம், திருச்செங்கோடு, நாமக்கல்.: [784, 475, 1128, 505]
- secretary-label: அமைப்பாளர் :: [1149, 1141, 1232, 1154]
- branch-heading: கோழிகால்நத்தம் கிளை–1: [511, 712, 671, 728]
- secretary-entry: [784, 1533, 1128, 1567]
- deputy-label: துணை அமைப்பாளர்கள் :: [53, 228, 195, 241]
- entry-text: த.சஞ்சய், 3/115, நாடார் தெரு, மோளிப்பள்ளி, எலச்சிபாளையம் மேற்கு, நாமக்கல்.: [53, 1270, 398, 1300]
- part-number: பாகம் – 91: [419, 566, 475, 579]
- part-organizer: : கு.தேவராஜ், 6/25, நடார் தெரு, கணக்கம்பட்டி, திருச்செங்கோடு, நாமக்கல்.: [1205, 1904, 1492, 1934]
- deputy-entry: [1149, 193, 1492, 261]
- part-row: [784, 972, 1128, 1006]
- branch-heading: பால்மடை கிளை: [903, 789, 1008, 805]
- part-number: பாகம் – 84: [53, 452, 109, 465]
- deputy-label: துணை அமைப்பாளர்கள் :: [784, 1572, 926, 1585]
- secretary-entry: [419, 999, 763, 1033]
- deputy-entry: [419, 1037, 763, 1104]
- entry-text: (1) கு.சங்கர், 224, அருந்ததியர் தெரு, தண்ணீர்பந்தல்பாளையம், நாமக்கல். (2) ரஞ்சித் குமார், 9/18, அருந்ததியர் தெரு, பெத்தம்பட்டி, நாமக்கல்.: [1149, 1545, 1493, 1592]
- deputy-label: துணை அமைப்பாளர்கள் :: [1149, 1178, 1289, 1191]
- part-organizer: : மா.பிரபாகரன், பாலாஜி நகர், உஞ்சனை, திருச்செங்கோடு, நாமக்கல்.: [110, 452, 398, 483]
- secretary-label: அமைப்பாளர் :: [419, 867, 504, 880]
- branch-heading: ஒக்கிலிபட்டி கிளை–1: [524, 1397, 658, 1413]
- deputy-label: துணை அமைப்பாளர்கள் :: [419, 1606, 558, 1619]
- secretary-entry: [419, 351, 763, 402]
- secretary-entry: [53, 1570, 398, 1604]
- deputy-label: துணை அமைப்பாளர்கள் :: [1149, 561, 1313, 574]
- branch-heading: காங்கேயம்பாளையம் கிளை: [868, 1663, 1044, 1679]
- deputy-entry: [1149, 1659, 1492, 1727]
- secretary-entry: [1149, 1389, 1492, 1423]
- part-organizers-heading: பாக அமைப்பாளர்கள் :: [531, 167, 651, 180]
- entry-text: (1) த.பிரசாந்த், 2/125–ஏ, அருந் ததியர் தெரு, முணாம்பாலிகாடு, பிள்ளாநத்தம், நாமக்கல். (2) ஹரீஸ் ராகவமன், முணாம்பாலிகாடு, நாமக்கல். (3) சே.விஜயராகவன், 1/166, அருந்ததியர் தெரு, திருச்செங்கோடு, நாமக்கல்.: [1149, 194, 1492, 259]
- deputy-entry: [53, 1607, 398, 1760]
- branch-heading: தண்ணீர்பந்தல்பாளையம் கிளை–1: [1214, 1252, 1427, 1268]
- part-number: பாகம் – 106: [784, 1830, 840, 1860]
- branch-heading: பிள்ளநத்தம் கிளை: [1263, 1736, 1378, 1752]
- deputy-label: துணை அமைப்பாளர்கள் :: [784, 513, 976, 526]
- branch-heading: கோழிகால்நத்தம் கிளை–2: [511, 846, 671, 862]
- part-number: பாகம் – 110: [1149, 1904, 1205, 1934]
- entry-text: (1) அ.ஜெயசூர்யா, 106/9/1, ஆதிதிராவிடர் தெரு, கருமாபுரம், திருச்செங்கோடு, நாமக்கல். (2) கி.பார்த்திபன், 6/920, தேவேந்திர தெரு, கருமாபுரம், திருச்செங்கோடு, நாமக்கல்.: [784, 1439, 1128, 1502]
- entry-text: (1) ப.நடராஜ், 2/106, கொல்ல பாளையம், திருச்செங்கோடு, நாமக்கல். (2) முருகன், 1/108–பி, கொல்லபாளையம், திருச்செங்கோடு, நாமக்கல். (3) அசிவசங்கர், 133, கொல்லபாளையம், திருச்செங்கோடு, நாமக்கல்.: [419, 1038, 764, 1102]
- newspaper-name: முரசொலி: [717, 62, 829, 91]
- deputy-label: துணை அமைப்பாளர்கள் :: [419, 407, 555, 420]
- secretary-label: அமைப்பாளர் :: [53, 1790, 150, 1803]
- deputy-entry: [784, 227, 1128, 295]
- deputy-label: துணை அமைப்பாளர்கள் :: [1149, 194, 1292, 207]
- deputy-entry: [784, 1570, 1128, 1656]
- deputy-label: துணை அமைப்பாளர்கள் :: [784, 1271, 940, 1284]
- secretary-entry: [419, 732, 763, 766]
- part-organizer: : பூ.கௌதம், 6/78, குட்டிமேய்க்கன்பட்டி, ஓ.ராஜாபாளையம், திருச்செங்கோடு, நாமக்கல்.: [840, 1047, 1128, 1076]
- secretary-label: அமைப்பாளர் :: [53, 191, 150, 204]
- entry-text: கு.யுவராஜ், 51, அருந்ததியர் தெரு, தண்ணீர் பந்தல்பாளையம், வட்டூர், திருச்செங்கோடு, நாமக்கல்.: [1149, 1507, 1492, 1537]
- secretary-label: அமைப்பாளர் :: [419, 1569, 501, 1582]
- deputy-label: துணை அமைப்பாளர்கள் :: [784, 228, 937, 241]
- column-2: [408, 127, 773, 2366]
- deputy-entry: [419, 903, 763, 971]
- secretary-label: அமைப்பாளர் :: [1149, 657, 1231, 670]
- deputy-label: துணை அமைப்பாளர்கள் :: [1149, 1545, 1295, 1558]
- deputy-label: துணை அமைப்பாளர்கள் :: [419, 771, 579, 784]
- part-row: [419, 183, 763, 217]
- secretary-entry: [53, 323, 398, 357]
- secretary-label: அமைப்பாளர் :: [784, 1535, 884, 1548]
- part-organizers-heading: பாக அமைப்பாளர்கள் :: [896, 1812, 1016, 1825]
- part-row: [784, 936, 1128, 970]
